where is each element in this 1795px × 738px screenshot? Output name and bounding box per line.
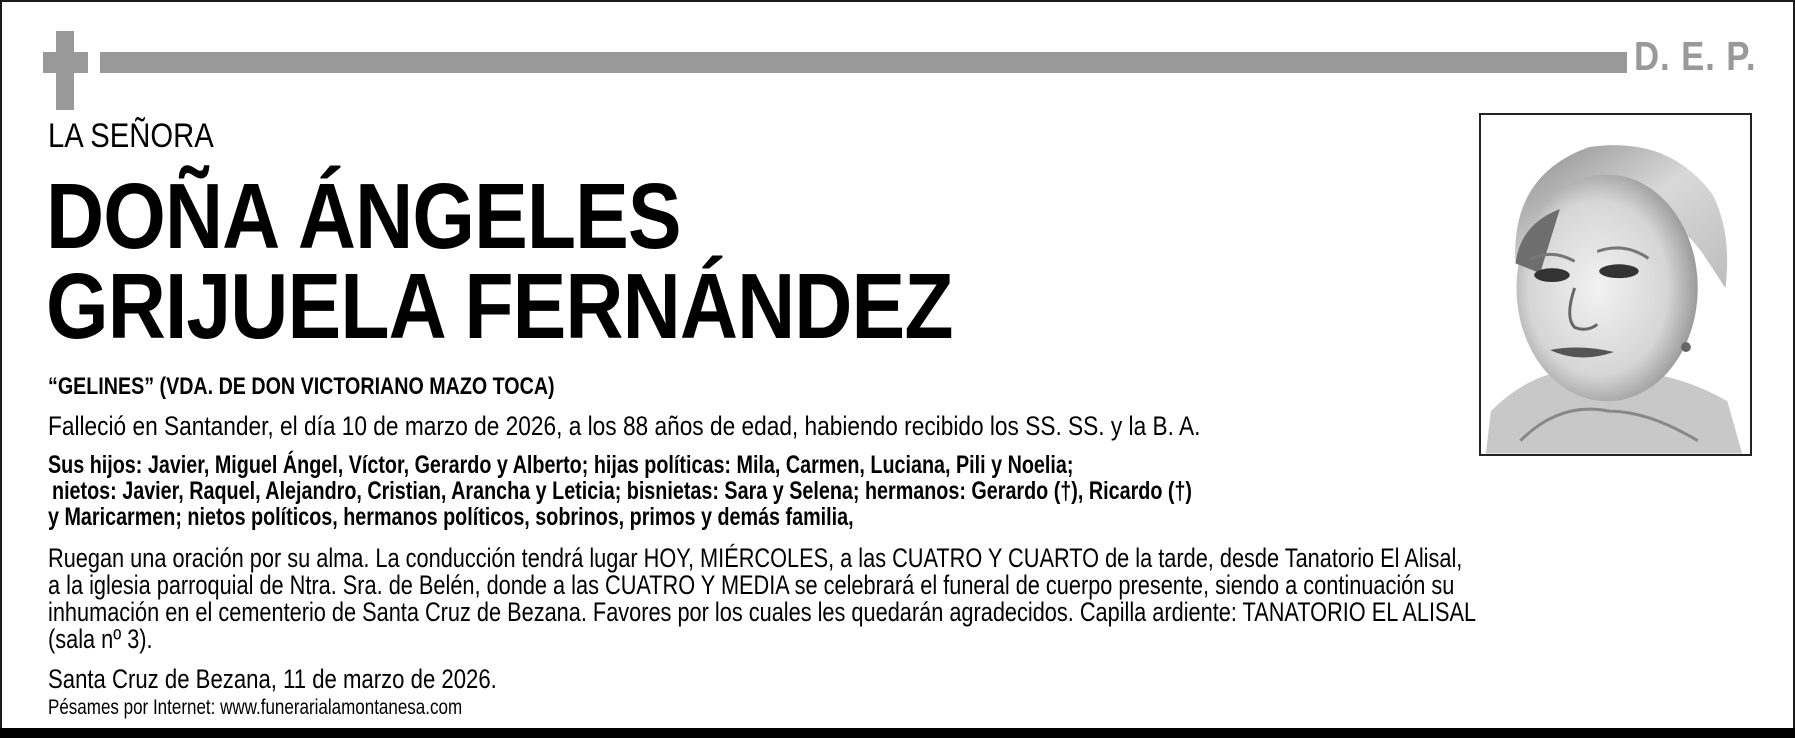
bottom-border [0, 728, 1795, 738]
service-line: Ruegan una oración por su alma. La conducción tendrá lugar HOY, MIÉRCOLES, a las CUATRO Y CUARTO de la tarde, desde Tanatorio El Alisal, [48, 543, 1463, 573]
honorific-title: LA SEÑORA [48, 117, 214, 155]
service-line: a la iglesia parroquial de Ntra. Sra. de Belén, donde a las CUATRO Y MEDIA se celebrará el funeral de cuerpo presente, siendo a continuación su [48, 570, 1455, 600]
condolences-line [48, 697, 462, 718]
place-date: Santa Cruz de Bezana, 11 de marzo de 2026. [48, 664, 497, 694]
family-line: Sus hijos: Javier, Miguel Ángel, Víctor, Gerardo y Alberto; hijas políticas: Mila, Carmen, Luciana, Pili y Noelia; [48, 451, 1074, 479]
death-notice: Falleció en Santander, el día 10 de marzo de 2026, a los 88 años de edad, habiendo recibido los SS. SS. y la B. A. [48, 411, 1201, 441]
service-line: inhumación en el cementerio de Santa Cruz de Bezana. Favores por los cuales les quedarán agradecidos. Capilla ardiente: TANATORIO EL ALISAL [48, 597, 1477, 627]
cross-icon-arm [43, 52, 88, 73]
service-line: (sala nº 3). [48, 624, 153, 654]
family-line: nietos: Javier, Raquel, Alejandro, Cristian, Arancha y Leticia; bisnietas: Sara y Selena; hermanos: Gerardo (†), Ricardo (†) [52, 477, 1193, 505]
dep-label: D. E. P. [1634, 33, 1757, 79]
deceased-name-line2: GRIJUELA FERNÁNDEZ [46, 254, 953, 358]
condolences-link[interactable]: www.funerarialamontanesa.com [220, 696, 463, 719]
deceased-alias: “GELINES” (VDA. DE DON VICTORIANO MAZO TOCA) [48, 373, 555, 400]
family-line: y Maricarmen; nietos políticos, hermanos políticos, sobrinos, primos y demás familia, [48, 503, 854, 531]
condolences-label: Pésames por Internet: [48, 696, 221, 719]
portrait-photo [1479, 113, 1752, 456]
deceased-name-line1: DOÑA ÁNGELES [46, 164, 681, 268]
portrait-image [1481, 115, 1750, 454]
header-rule [100, 52, 1627, 73]
